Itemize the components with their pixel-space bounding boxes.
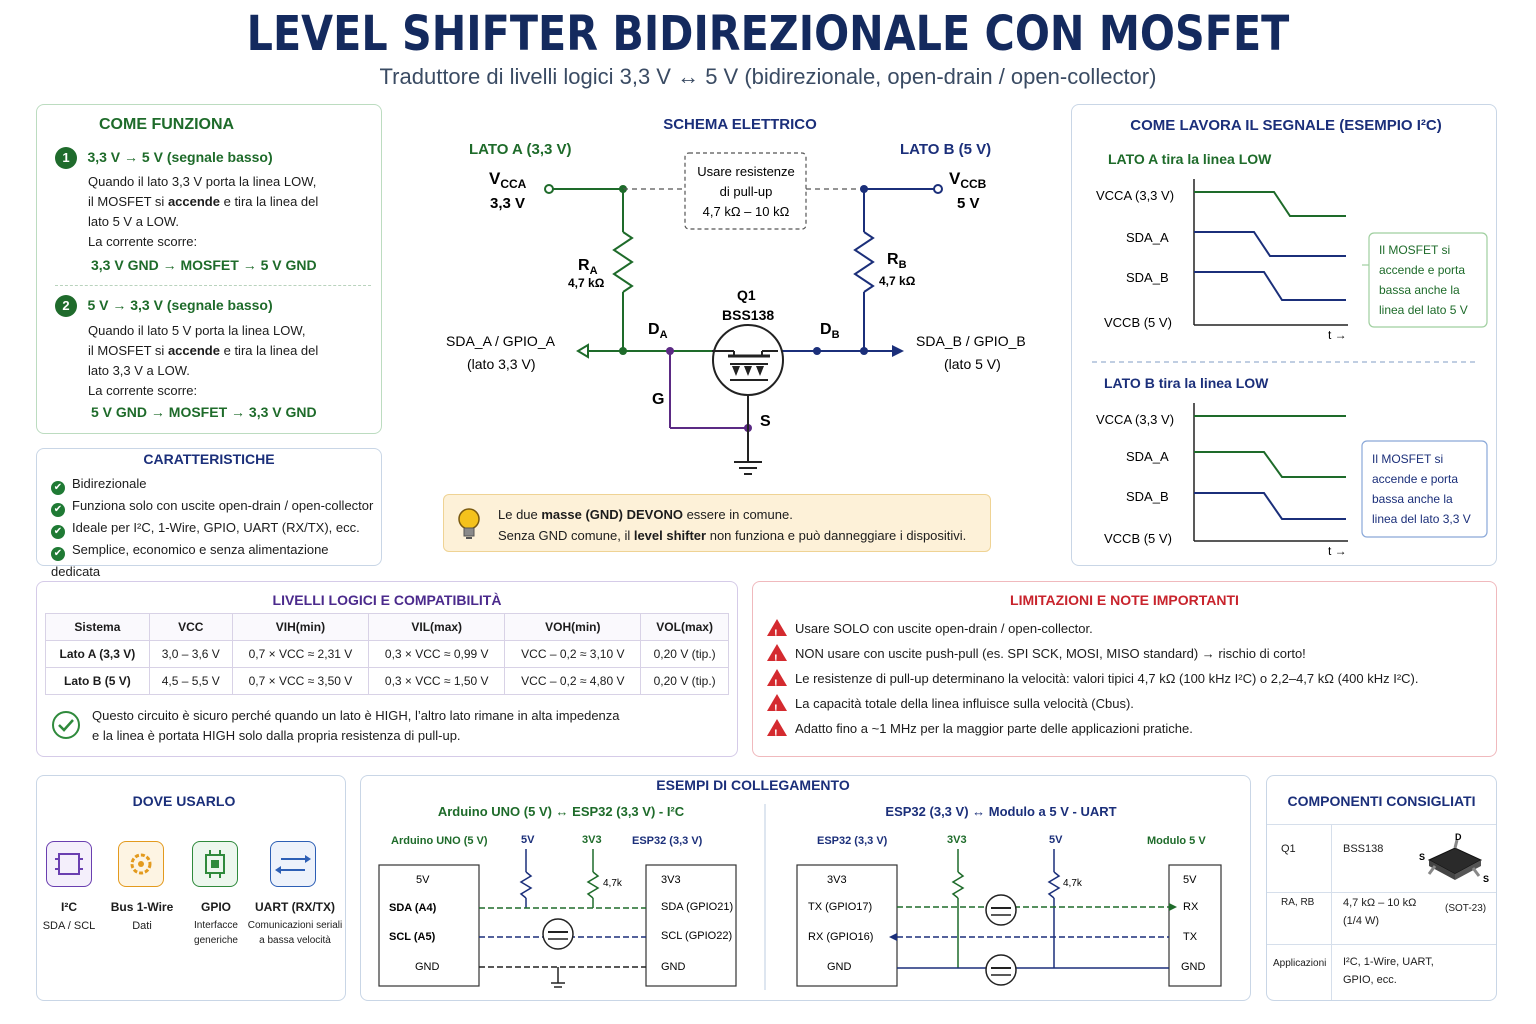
logic-levels-title: LIVELLI LOGICI E COMPATIBILITÀ — [272, 592, 502, 608]
signal-label: SDA_A — [1126, 449, 1169, 464]
example-2-res: 4,7k — [1063, 878, 1082, 889]
limitation-item: ! NON usare con uscite push-pull (es. SPI SCK, MOSI, MISO standard) → rischio di corto! — [767, 641, 1418, 666]
use-name: GPIO — [200, 900, 231, 914]
table-header: Sistema — [46, 614, 150, 641]
use-name: Bus 1-Wire — [110, 900, 174, 914]
where-to-use-panel — [36, 775, 346, 1001]
signal-timing-diagram — [1072, 105, 1496, 565]
svg-text:TX: TX — [1183, 931, 1198, 943]
warning-icon: ! — [767, 719, 787, 736]
signal-title: COME LAVORA IL SEGNALE (ESEMPIO I²C) — [1130, 117, 1442, 134]
component-key: Q1 — [1281, 843, 1296, 855]
q1-part: BSS138 — [722, 307, 775, 323]
time-axis-label: t → — [1328, 544, 1347, 558]
da-label: $D_A$ — [648, 321, 668, 341]
signal-label: VCCB (5 V) — [1104, 531, 1172, 546]
rb-value: 4,7 kΩ — [879, 274, 916, 288]
svg-text:linea del lato 3,3 V: linea del lato 3,3 V — [1372, 512, 1471, 526]
signal-label: SDA_B — [1126, 489, 1169, 504]
table-cell: 0,7 × VCC ≈ 2,31 V — [232, 641, 368, 668]
step-2-line-3: lato 3,3 V a LOW. — [88, 363, 190, 378]
lightbulb-icon — [456, 507, 482, 541]
examples-title: ESEMPI DI COLLEGAMENTO — [656, 777, 850, 793]
table-cell: Lato B (5 V) — [46, 668, 150, 695]
sda-b-trace — [1194, 493, 1346, 519]
svg-text:bassa anche la: bassa anche la — [1379, 283, 1460, 297]
step-1-current-path: 3,3 V GND → MOSFET → 5 V GND — [91, 257, 317, 273]
svg-text:RX: RX — [1183, 901, 1199, 913]
use-desc: generiche — [194, 935, 238, 946]
step-2 — [55, 295, 273, 317]
step-1-line-3: lato 5 V a LOW. — [88, 214, 180, 229]
svg-text:GND: GND — [1181, 961, 1206, 973]
table-cell: 0,3 × VCC ≈ 0,99 V — [369, 641, 505, 668]
example-2-right-label: Modulo 5 V — [1147, 835, 1206, 847]
svg-text:GND: GND — [827, 961, 852, 973]
source-label: S — [760, 413, 771, 430]
vcca-trace — [1194, 192, 1346, 216]
example-1-rail-2: 3V3 — [582, 834, 602, 846]
svg-text:bassa anche la: bassa anche la — [1372, 492, 1453, 506]
limitation-item: ! Usare SOLO con uscite open-drain / open-collector. — [767, 616, 1418, 641]
example-2-left-label: ESP32 (3,3 V) — [817, 835, 888, 847]
vcca-terminal — [545, 185, 553, 193]
schematic-title: SCHEMA ELETTRICO — [663, 116, 817, 133]
svg-text:SCL (GPIO22): SCL (GPIO22) — [661, 930, 733, 942]
pin-label: S — [1419, 852, 1426, 862]
table-cell: Lato A (3,3 V) — [46, 641, 150, 668]
features-list — [51, 473, 381, 582]
warning-icon: ! — [767, 644, 787, 661]
safe-note-line-2: e la linea è portata HIGH solo dalla propria resistenza di pull-up. — [92, 728, 461, 743]
features-panel — [36, 448, 382, 579]
svg-text:3V3: 3V3 — [827, 874, 847, 886]
svg-text:Il MOSFET si: Il MOSFET si — [1372, 452, 1444, 466]
svg-text:linea del lato 5 V: linea del lato 5 V — [1379, 303, 1468, 317]
feature-item: ✔ Ideale per I²C, 1-Wire, GPIO, UART (RX/TX), ecc. — [51, 517, 381, 539]
table-cell: 4,5 – 5,5 V — [149, 668, 232, 695]
check-icon: ✔ — [51, 503, 65, 517]
step-2-number: 2 — [55, 295, 77, 317]
example-1-res: 4,7k — [603, 878, 622, 889]
features-title: CARATTERISTICHE — [143, 451, 275, 467]
package-label: (SOT-23) — [1445, 903, 1487, 914]
svg-text:RX (GPIO16): RX (GPIO16) — [808, 931, 874, 943]
one-wire-gear-icon — [118, 841, 164, 887]
svg-text:SDA (A4): SDA (A4) — [389, 902, 437, 914]
table-cell: 0,20 V (tip.) — [641, 668, 729, 695]
mosfet-icon — [543, 919, 573, 949]
table-cell: VCC – 0,2 ≈ 4,80 V — [505, 668, 641, 695]
example-2-rail-2: 5V — [1049, 834, 1063, 846]
check-icon: ✔ — [51, 525, 65, 539]
svg-text:Il MOSFET si: Il MOSFET si — [1379, 243, 1451, 257]
sda-a-arrow — [578, 345, 588, 357]
component-value: GPIO, ecc. — [1343, 974, 1397, 986]
q1-label: Q1 — [737, 287, 756, 303]
sda-b-side: (lato 5 V) — [944, 356, 1001, 372]
step-divider — [55, 285, 371, 286]
common-ground-note — [443, 494, 991, 552]
pin-label: S — [1483, 874, 1490, 884]
mosfet-icon — [986, 895, 1016, 925]
check-icon: ✔ — [51, 547, 65, 561]
safe-note-line-1: Questo circuito è sicuro perché quando un lato è HIGH, l’altro lato rimane in alta impedenza — [92, 708, 620, 723]
step-2-line-1: Quando il lato 5 V porta la linea LOW, — [88, 323, 306, 338]
table-header: VIL(max) — [369, 614, 505, 641]
use-desc: a bassa velocità — [259, 935, 331, 946]
ra-label: $R_A$ — [578, 257, 598, 277]
warning-icon: ! — [767, 669, 787, 686]
limitation-item: ! La capacità totale della linea influisce sulla velocità (Cbus). — [767, 691, 1418, 716]
connection-examples-diagram — [361, 776, 1250, 1000]
table-header: VOL(max) — [641, 614, 729, 641]
uart-arrows-icon — [270, 841, 316, 887]
mosfet-icon — [986, 955, 1016, 985]
step-2-current-path: 5 V GND → MOSFET → 3,3 V GND — [91, 404, 317, 420]
feature-item: ✔ Funziona solo con uscite open-drain / open-collector — [51, 495, 381, 517]
vcca-label: $V_{CCA}$ — [489, 169, 527, 191]
example-1-title: Arduino UNO (5 V) ↔ ESP32 (3,3 V) - I²C — [437, 804, 685, 819]
logic-levels-table — [45, 613, 729, 695]
use-desc: SDA / SCL — [42, 920, 96, 932]
component-key: RA, RB — [1281, 897, 1315, 908]
side-a-label: LATO A (3,3 V) — [469, 141, 572, 158]
page-title: LEVEL SHIFTER BIDIREZIONALE CON MOSFET — [246, 6, 1290, 62]
example-1-right-label: ESP32 (3,3 V) — [632, 835, 703, 847]
feature-item: ✔ Semplice, economico e senza alimentazione dedicata — [51, 542, 329, 579]
component-value: BSS138 — [1343, 843, 1384, 855]
limitations-title: LIMITAZIONI E NOTE IMPORTANTI — [1010, 592, 1239, 608]
signal-label: SDA_B — [1126, 270, 1169, 285]
example-1-rail-1: 5V — [521, 834, 535, 846]
example-2-rail-1: 3V3 — [947, 834, 967, 846]
limitation-item: ! Le resistenze di pull-up determinano la velocità: valori tipici 4,7 kΩ (100 kHz I²C) o 2,2–4,7 kΩ (400 kHz I²C). — [767, 666, 1418, 691]
pin-label: D — [1455, 832, 1462, 842]
table-cell: 3,0 – 3,6 V — [149, 641, 232, 668]
sda-a-side: (lato 3,3 V) — [467, 356, 536, 372]
table-cell: 0,7 × VCC ≈ 3,50 V — [232, 668, 368, 695]
pullup-note-line: di pull-up — [719, 184, 773, 199]
sda-a-trace — [1194, 232, 1346, 256]
db-node — [813, 347, 821, 355]
limitations-panel — [752, 581, 1497, 757]
vcca-value: 3,3 V — [490, 195, 526, 212]
step-1-title: 3,3 V → 5 V (segnale basso) — [87, 149, 273, 165]
signal-a-title: LATO A tira la linea LOW — [1108, 151, 1272, 167]
warning-icon: ! — [767, 619, 787, 636]
db-label: $D_B$ — [820, 321, 840, 341]
step-1-line-2: il MOSFET si accende e tira la linea del — [88, 194, 319, 209]
table-row — [46, 668, 729, 695]
esp32-box — [646, 865, 736, 986]
use-desc: Interfacce — [194, 920, 238, 931]
component-value: I²C, 1-Wire, UART, — [1343, 956, 1434, 968]
how-it-works-panel — [36, 104, 382, 434]
pullup-note-line: Usare resistenze — [697, 164, 795, 179]
mosfet-q1-icon — [713, 325, 783, 395]
side-b-label: LATO B (5 V) — [900, 141, 992, 158]
vccb-terminal — [934, 185, 942, 193]
signal-label: VCCA (3,3 V) — [1096, 412, 1175, 427]
check-circle-icon — [51, 710, 81, 740]
step-1-line-4: La corrente scorre: — [88, 234, 198, 249]
svg-text:SDA (GPIO21): SDA (GPIO21) — [661, 901, 734, 913]
resistor-rb — [855, 232, 873, 292]
sda-b-label: SDA_B / GPIO_B — [916, 333, 1026, 349]
i2c-chip-icon — [46, 841, 92, 887]
use-desc: Comunicazioni seriali — [247, 920, 343, 931]
check-icon: ✔ — [51, 481, 65, 495]
svg-text:GND: GND — [415, 961, 440, 973]
how-it-works-title: COME FUNZIONA — [99, 116, 235, 133]
step-1-line-1: Quando il lato 3,3 V porta la linea LOW, — [88, 174, 317, 189]
component-value: 4,7 kΩ – 10 kΩ — [1343, 897, 1417, 909]
page-subtitle: Traduttore di livelli logici 3,3 V ↔ 5 V (bidirezionale, open-drain / open-collector) — [379, 64, 1157, 89]
component-key: Applicazioni — [1273, 958, 1327, 969]
signal-panel — [1071, 104, 1497, 566]
signal-label: SDA_A — [1126, 230, 1169, 245]
table-cell: VCC – 0,2 ≈ 3,10 V — [505, 641, 641, 668]
gpio-chip-icon — [192, 841, 238, 887]
warning-icon: ! — [767, 694, 787, 711]
table-cell: 0,3 × VCC ≈ 1,50 V — [369, 668, 505, 695]
feature-item: ✔ Bidirezionale — [51, 473, 381, 495]
pullup-note-line: 4,7 kΩ – 10 kΩ — [702, 204, 790, 219]
limitations-list — [767, 616, 1418, 741]
use-name: UART (RX/TX) — [255, 900, 335, 914]
example-2-title: ESP32 (3,3 V) ↔ Modulo a 5 V - UART — [885, 804, 1117, 819]
component-value: (1/4 W) — [1343, 915, 1380, 927]
svg-text:TX (GPIO17): TX (GPIO17) — [808, 901, 873, 913]
step-2-title: 5 V → 3,3 V (segnale basso) — [87, 297, 273, 313]
common-ground-line-2: Senza GND comune, il level shifter non funziona e può danneggiare i dispositivi. — [498, 528, 967, 543]
step-2-line-2: il MOSFET si accende e tira la linea del — [88, 343, 319, 358]
examples-panel — [360, 775, 1251, 1001]
sda-b-arrow — [892, 345, 904, 357]
time-axis-label: t → — [1328, 328, 1347, 342]
table-header: VOH(min) — [505, 614, 641, 641]
svg-text:accende e porta: accende e porta — [1372, 472, 1459, 486]
components-title: COMPONENTI CONSIGLIATI — [1287, 793, 1476, 809]
table-header: VCC — [149, 614, 232, 641]
table-header-row — [46, 614, 729, 641]
where-to-use-title: DOVE USARLO — [132, 793, 236, 809]
step-2-line-4: La corrente scorre: — [88, 383, 198, 398]
use-name: I²C — [61, 900, 77, 914]
svg-text:5V: 5V — [416, 874, 430, 886]
svg-text:5V: 5V — [1183, 874, 1197, 886]
components-panel — [1266, 775, 1497, 1001]
svg-text:GND: GND — [661, 961, 686, 973]
rb-label: $R_B$ — [887, 251, 907, 271]
vccb-value: 5 V — [957, 195, 980, 212]
common-ground-line-1: Le due masse (GND) DEVONO essere in comune. — [498, 507, 793, 522]
signal-label: VCCB (5 V) — [1104, 315, 1172, 330]
svg-text:3V3: 3V3 — [661, 874, 681, 886]
use-desc: Dati — [132, 920, 152, 932]
step-1 — [55, 147, 273, 169]
sda-a-trace — [1194, 452, 1346, 477]
svg-text:SCL (A5): SCL (A5) — [389, 931, 436, 943]
table-row — [46, 641, 729, 668]
sot23-package-icon — [1415, 832, 1495, 892]
example-1-left-label: Arduino UNO (5 V) — [391, 835, 488, 847]
signal-label: VCCA (3,3 V) — [1096, 188, 1175, 203]
step-1-number: 1 — [55, 147, 77, 169]
vccb-label: $V_{CCB}$ — [949, 169, 987, 191]
resistor-ra — [614, 232, 632, 292]
limitation-item: ! Adatto fino a ~1 MHz per la maggior parte delle applicazioni pratiche. — [767, 716, 1418, 741]
table-header: VIH(min) — [232, 614, 368, 641]
gate-label: G — [652, 391, 665, 408]
sda-a-label: SDA_A / GPIO_A — [446, 333, 555, 349]
table-cell: 0,20 V (tip.) — [641, 641, 729, 668]
schematic-area — [392, 104, 1060, 564]
svg-text:accende e porta: accende e porta — [1379, 263, 1466, 277]
sda-b-trace — [1194, 272, 1346, 300]
logic-levels-panel — [36, 581, 738, 757]
ra-value: 4,7 kΩ — [568, 276, 605, 290]
signal-b-title: LATO B tira la linea LOW — [1104, 375, 1269, 391]
